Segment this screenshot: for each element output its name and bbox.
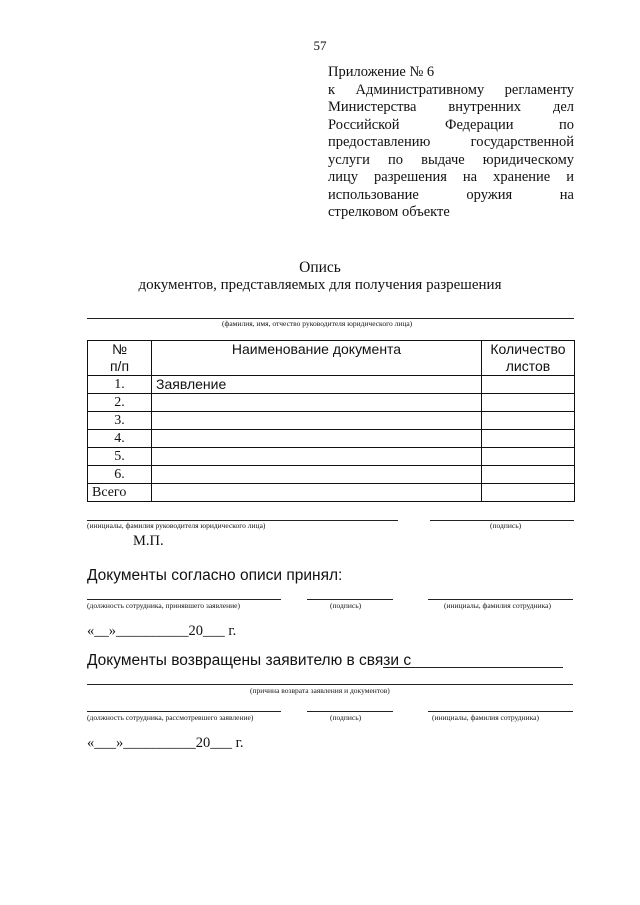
- returned-heading: Документы возвращены заявителю в связи с: [87, 652, 412, 669]
- appendix-line: Российской Федерации по: [328, 116, 574, 133]
- table-total-row: [88, 484, 575, 502]
- row-quantity[interactable]: [482, 466, 575, 484]
- row-quantity[interactable]: [482, 448, 575, 466]
- stamp-place: М.П.: [133, 533, 164, 549]
- returned-initials-line[interactable]: [428, 711, 573, 712]
- accepted-position-caption: (должность сотрудника, принявшего заявление): [87, 601, 240, 610]
- table-header-row: [88, 341, 575, 376]
- header-quantity-line: Количество: [490, 341, 566, 357]
- row-document-name[interactable]: [152, 466, 482, 484]
- appendix-line: использование оружия на: [328, 186, 574, 203]
- table-row: [88, 412, 575, 430]
- applicant-caption: (фамилия, имя, отчество руководителя юридического лица): [222, 319, 413, 328]
- document-title: Опись: [299, 259, 341, 276]
- accepted-initials-line[interactable]: [428, 599, 573, 600]
- row-number: 1.: [88, 376, 152, 394]
- total-label: Всего: [88, 484, 152, 502]
- row-quantity[interactable]: [482, 430, 575, 448]
- accepted-position-line[interactable]: [87, 599, 281, 600]
- returned-signature-line[interactable]: [307, 711, 393, 712]
- row-number: 6.: [88, 466, 152, 484]
- accepted-date[interactable]: «__»__________20___ г.: [87, 623, 237, 639]
- header-document-name: Наименование документа: [152, 341, 482, 376]
- returned-position-line[interactable]: [87, 711, 281, 712]
- table-row: [88, 430, 575, 448]
- header-number-line: п/п: [109, 358, 130, 374]
- row-quantity[interactable]: [482, 376, 575, 394]
- document-subtitle: документов, представляемых для получения разрешения: [138, 277, 502, 293]
- row-quantity[interactable]: [482, 394, 575, 412]
- documents-table: [87, 340, 575, 502]
- total-quantity[interactable]: [482, 484, 575, 502]
- accepted-initials-caption: (инициалы, фамилия сотрудника): [444, 601, 551, 610]
- returned-initials-caption: (инициалы, фамилия сотрудника): [432, 713, 539, 722]
- appendix-line: услуги по выдаче юридическому: [328, 151, 574, 168]
- row-number: 5.: [88, 448, 152, 466]
- page-number: 57: [313, 38, 327, 53]
- appendix-line: к Административному регламенту: [328, 81, 574, 98]
- header-number-line: №: [111, 341, 128, 357]
- accepted-heading: Документы согласно описи принял:: [87, 567, 343, 584]
- appendix-line: Министерства внутренних дел: [328, 99, 574, 115]
- header-number: [88, 341, 152, 376]
- accepted-signature-caption: (подпись): [330, 601, 362, 610]
- row-quantity[interactable]: [482, 412, 575, 430]
- returned-signature-caption: (подпись): [330, 713, 362, 722]
- header-quantity: [482, 341, 575, 376]
- row-document-name[interactable]: [152, 394, 482, 412]
- row-document-name[interactable]: [152, 448, 482, 466]
- returned-reason-inline-line[interactable]: [383, 667, 563, 668]
- accepted-signature-line[interactable]: [307, 599, 393, 600]
- appendix-line: стрелковом объекте: [328, 204, 450, 220]
- row-number: 2.: [88, 394, 152, 412]
- returned-reason-line[interactable]: [87, 684, 573, 685]
- manager-signature-caption: (подпись): [490, 521, 522, 530]
- returned-position-caption: (должность сотрудника, рассмотревшего заявление): [87, 713, 254, 722]
- appendix-header: [328, 64, 574, 222]
- appendix-line: Приложение № 6: [328, 64, 435, 80]
- row-number: 3.: [88, 412, 152, 430]
- row-document-name[interactable]: [152, 412, 482, 430]
- table-row: [88, 466, 575, 484]
- returned-reason-caption: (причина возврата заявления и документов): [250, 686, 390, 695]
- total-name-cell: [152, 484, 482, 502]
- table-row: [88, 376, 575, 394]
- row-document-name[interactable]: Заявление: [152, 376, 482, 394]
- appendix-line: лицу разрешения на хранение и: [328, 169, 574, 185]
- manager-initials-caption: (инициалы, фамилия руководителя юридического лица): [87, 521, 266, 530]
- table-row: [88, 394, 575, 412]
- returned-date[interactable]: «___»__________20___ г.: [87, 735, 244, 751]
- appendix-line: предоставлению государственной: [328, 134, 574, 150]
- row-number: 4.: [88, 430, 152, 448]
- row-document-name[interactable]: [152, 430, 482, 448]
- table-row: [88, 448, 575, 466]
- header-quantity-line: листов: [505, 358, 551, 374]
